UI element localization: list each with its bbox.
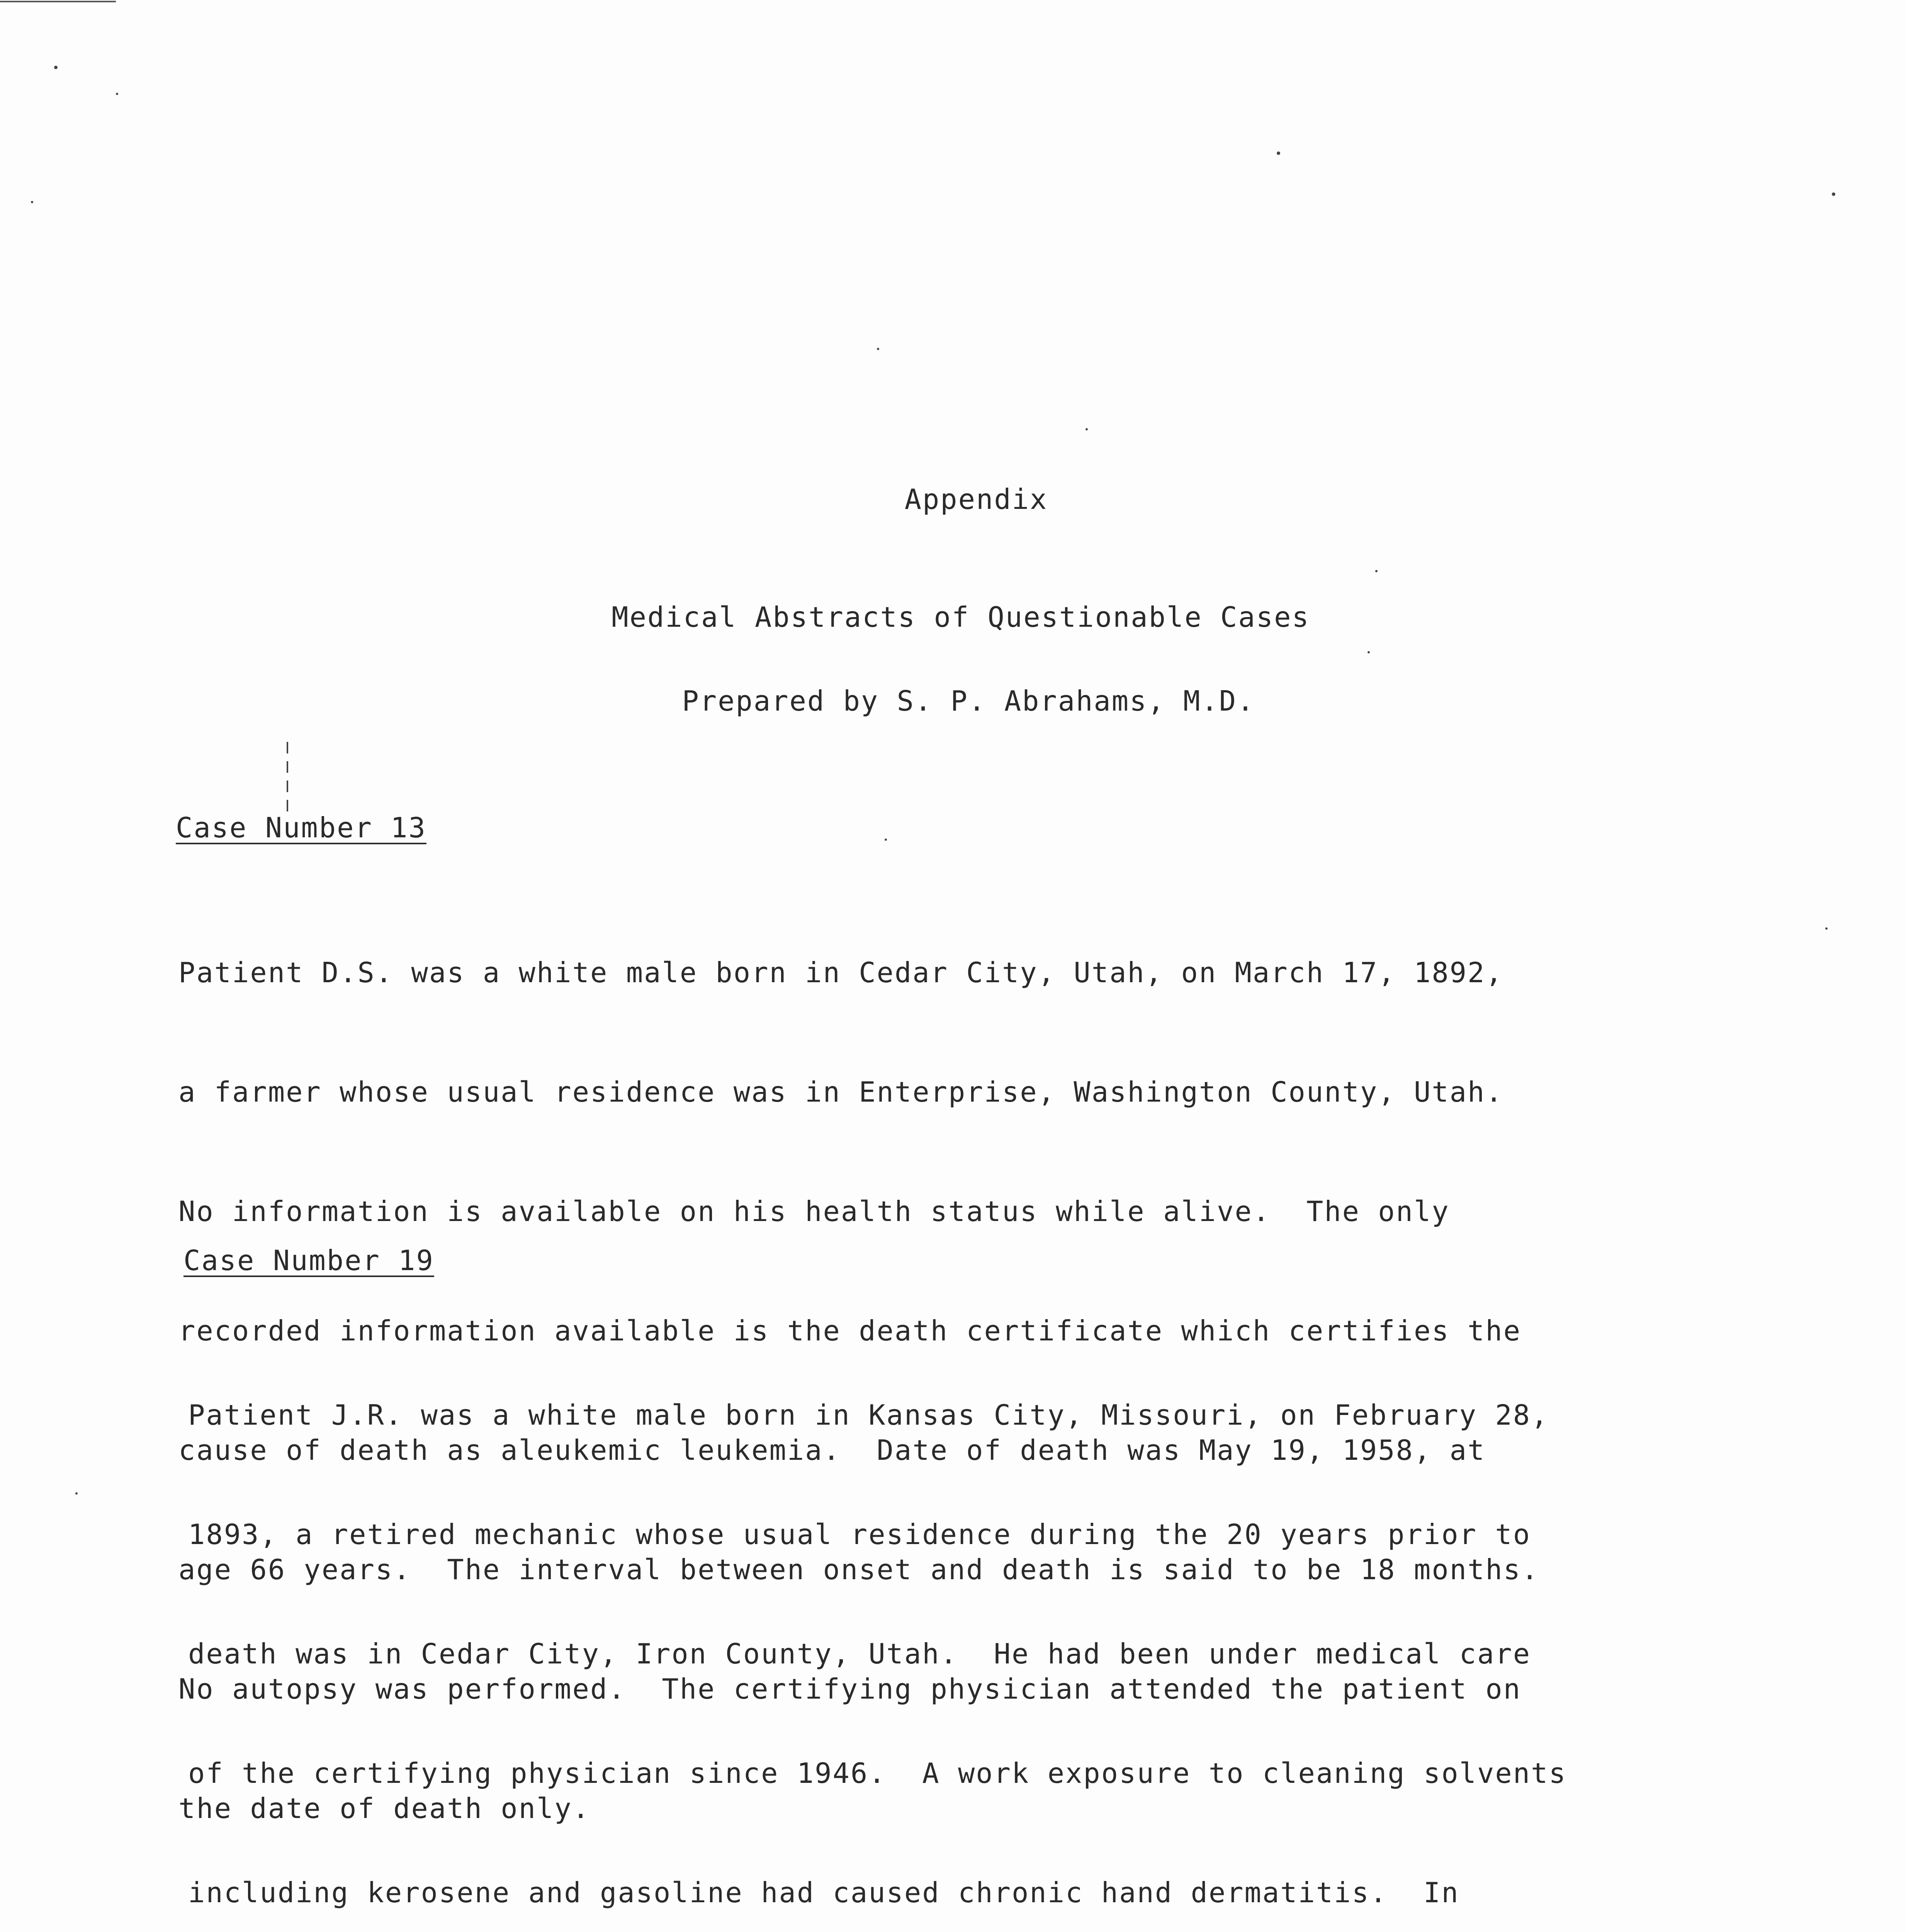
scan-speck: [1086, 428, 1088, 430]
scan-speck: [885, 838, 887, 841]
case-13-line: the date of death only.: [178, 1792, 590, 1825]
scan-speck: [1277, 151, 1280, 155]
scan-speck: [75, 1492, 78, 1495]
case-13-line: Patient D.S. was a white male born in Cedar City, Utah, on March 17, 1892,: [178, 956, 1503, 989]
scan-speck: [54, 66, 58, 69]
case-19-line: Patient J.R. was a white male born in Kansas City, Missouri, on February 28,: [188, 1399, 1549, 1431]
margin-pen-mark: [287, 742, 288, 811]
scan-speck: [1375, 570, 1378, 572]
case-13-line: recorded information available is the death certificate which certifies the: [178, 1315, 1522, 1347]
case-19-line: including kerosene and gasoline had caused chronic hand dermatitis. In: [188, 1876, 1459, 1909]
case-19-line: death was in Cedar City, Iron County, Utah. He had been under medical care: [188, 1638, 1531, 1670]
scan-speck: [1832, 192, 1835, 196]
case-19-heading: Case Number 19: [183, 1244, 434, 1277]
scan-speck: [116, 93, 118, 95]
case-13-line: age 66 years. The interval between onset and death is said to be 18 months.: [178, 1553, 1539, 1586]
scan-speck: [1825, 927, 1828, 930]
scan-speck: [1367, 651, 1370, 653]
section-title: Medical Abstracts of Questionable Cases: [612, 601, 1310, 633]
prepared-by: Prepared by S. P. Abrahams, M.D.: [682, 685, 1255, 717]
case-19-line: of the certifying physician since 1946. A work exposure to cleaning solvents: [188, 1757, 1567, 1789]
scan-speck: [877, 348, 879, 350]
scan-speck: [31, 201, 33, 203]
case-13-line: No autopsy was performed. The certifying physician attended the patient on: [178, 1673, 1522, 1705]
case-13-line: No information is available on his health status while alive. The only: [178, 1195, 1450, 1228]
scan-edge-rule: [0, 1, 116, 2]
case-13-line: a farmer whose usual residence was in Enterprise, Washington County, Utah.: [178, 1076, 1503, 1108]
case-19-body: [188, 1316, 1638, 1932]
case-13-heading: Case Number 13: [176, 811, 426, 844]
case-13-line: cause of death as aleukemic leukemia. Date of death was May 19, 1958, at: [178, 1434, 1486, 1466]
appendix-title: Appendix: [904, 483, 1048, 515]
case-19-line: 1893, a retired mechanic whose usual residence during the 20 years prior to: [188, 1518, 1531, 1551]
